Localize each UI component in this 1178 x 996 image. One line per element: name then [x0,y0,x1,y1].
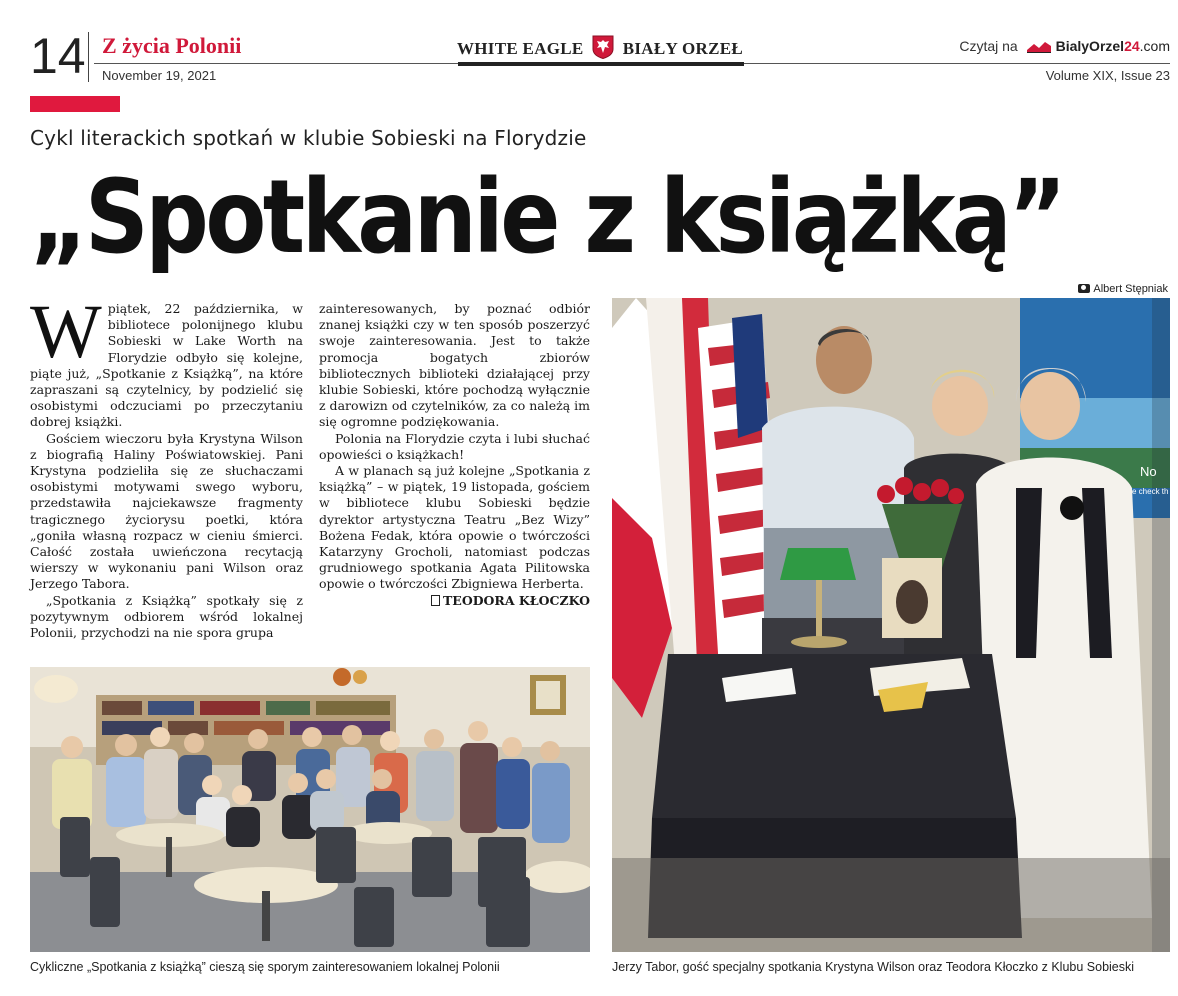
article-column-2 [319,301,590,609]
article-paragraph: Polonia na Florydzie czyta i lubi słuchać opowieści o książkach! [319,430,590,462]
volume-issue: Volume XIX, Issue 23 [1045,68,1170,83]
author-name: TEODORA KŁOCZKO [442,592,590,608]
article-paragraph: zainteresowanych, by poznać odbiór znanej książki czy w ten sposób poszerzyć swoje zainteresowania. Jest to także promocja bogatych zbiorów bibliotecznych biblioteki działającej przy klubie Sobieski, które pochodzą wyłącznie z darowizn od czytelników, za co należą im się ogromne podziękowania. [319,301,590,430]
eagle-emblem-icon [592,35,614,59]
camera-icon [1078,284,1090,293]
photo-credit-name: Albert Stępniak [1093,283,1168,295]
section-title: Z życia Polonii [102,33,242,58]
article-paragraph: „Spotkania z Książką” spotkały się z pozytywnym odbiorem wśród lokalnej Polonii, przychodzi na nie spora grupa [30,592,303,641]
photo-credit [1078,283,1168,295]
article-headline: „Spotkanie z książką” [30,158,1064,277]
article-paragraph: Gościem wieczoru była Krystyna Wilson z biografią Haliny Poświatowskiej. Pani Krystyna podzieliła się ze słuchaczami osobistymi motywami swego wyboru, przedstawiła najciekawsze fragmenty tragicznego życiorysu poetki, która „goniła własną rozpacz w cieniu śmierci. Całość została uwieńczona recytacją wierszy w wykonaniu pani Wilson oraz Jerzego Tabora. [30,430,303,592]
article-column-1 [30,290,303,641]
page-number: 14 [30,28,86,84]
website-promo [959,38,1170,57]
site-logo-icon [1026,40,1052,57]
masthead [456,35,744,59]
site-name[interactable] [1056,38,1170,54]
drop-cap: W [30,290,102,374]
header-divider [88,32,89,82]
accent-bar [30,96,120,112]
read-prefix: Czytaj na [959,38,1018,54]
masthead-right: BIAŁY ORZEŁ [622,39,743,58]
masthead-left: WHITE EAGLE [456,39,584,58]
screen-text-1: No [1140,464,1157,479]
author-byline [319,593,590,609]
group-photo [30,667,590,952]
masthead-bar [458,62,744,66]
screen-text-2: e check th [1132,487,1169,496]
site-tld: .com [1139,38,1170,54]
site-name-24: 24 [1124,38,1140,54]
article-paragraph: A w planach są już kolejne „Spotkania z książką” – w piątek, 19 listopada, gościem w bibliotece klubu Sobieski będzie dyrektor artystyczna Teatru „Bez Wizy” Bożena Fedak, która opowie o twórczości Katarzyny Grocholi, natomiast podczas grudniowego spotkania Agata Pilitowska opowie o twórczości Zbigniewa Herberta. [319,463,590,592]
article-kicker: Cykl literackich spotkań w klubie Sobieski na Florydzie [30,126,587,150]
article-paragraph [30,290,303,431]
author-icon [431,595,440,606]
guests-photo [612,298,1170,952]
paragraph-text: piątek, 22 października, w bibliotece polonijnego klubu Sobieski w Lake Worth na Florydzie odbyło się kolejne, piąte już, „Spotkanie z Książką”, na które zapraszani są czytelnicy, by podzielić się osobistymi odczuciami po przeczytaniu dobrej książki. [30,301,303,430]
group-photo-caption: Cykliczne „Spotkania z książką” cieszą się sporym zainteresowaniem lokalnej Polonii [30,960,500,974]
site-name-main: BialyOrzel [1055,38,1125,54]
issue-date: November 19, 2021 [102,68,217,83]
guests-photo-caption: Jerzy Tabor, gość specjalny spotkania Krystyna Wilson oraz Teodora Kłoczko z Klubu Sobieski [612,960,1135,974]
